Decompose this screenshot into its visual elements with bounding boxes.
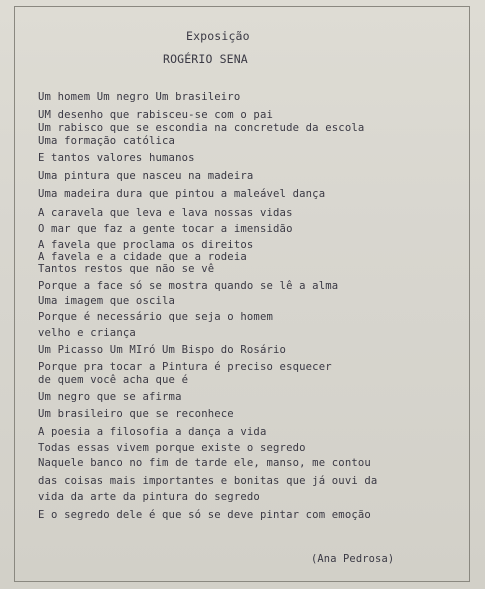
poem-line: E tantos valores humanos — [38, 152, 195, 164]
poem-line: das coisas mais importantes e bonitas que já ouvi da — [38, 475, 378, 487]
poem-line: Tantos restos que não se vê — [38, 263, 215, 275]
poem-line: velho e criança — [38, 327, 136, 339]
poem-line: E o segredo dele é que só se deve pintar com emoção — [38, 509, 371, 521]
poem-line: A poesia a filosofia a dança a vida — [38, 426, 267, 438]
poem-line: Todas essas vivem porque existe o segredo — [38, 442, 306, 454]
poem-line: Um rabisco que se escondia na concretude da escola — [38, 122, 365, 134]
poem-line: A caravela que leva e lava nossas vidas — [38, 207, 293, 219]
poem-line: Uma pintura que nasceu na madeira — [38, 170, 254, 182]
poem-line: Uma madeira dura que pintou a maleável dança — [38, 188, 326, 200]
poem-line: Uma formação católica — [38, 135, 176, 147]
poem-line: vida da arte da pintura do segredo — [38, 491, 260, 503]
poem-line: Naquele banco no fim de tarde ele, manso, me contou — [38, 457, 371, 469]
exhibition-label: Exposição — [186, 29, 250, 43]
poem-line: O mar que faz a gente tocar a imensidão — [38, 223, 293, 235]
poem-line: Porque é necessário que seja o homem — [38, 311, 274, 323]
poem-line: A favela que proclama os direitos — [38, 239, 254, 251]
poem-line: Um homem Um negro Um brasileiro — [38, 91, 241, 103]
poem-line: Um brasileiro que se reconhece — [38, 408, 234, 420]
poem-line: Porque a face só se mostra quando se lê a alma — [38, 280, 339, 292]
poem-line: Um Picasso Um MIró Um Bispo do Rosário — [38, 344, 287, 356]
artist-name: ROGÉRIO SENA — [163, 52, 248, 66]
poem-line: UM desenho que rabisceu-se com o pai — [38, 109, 274, 121]
poem-line: A favela e a cidade que a rodeia — [38, 251, 247, 263]
poem-line: Uma imagem que oscila — [38, 295, 176, 307]
author-signature: (Ana Pedrosa) — [311, 553, 395, 565]
poem-line: Porque pra tocar a Pintura é preciso esquecer — [38, 361, 332, 373]
poem-line: de quem você acha que é — [38, 374, 189, 386]
poem-line: Um negro que se afirma — [38, 391, 182, 403]
